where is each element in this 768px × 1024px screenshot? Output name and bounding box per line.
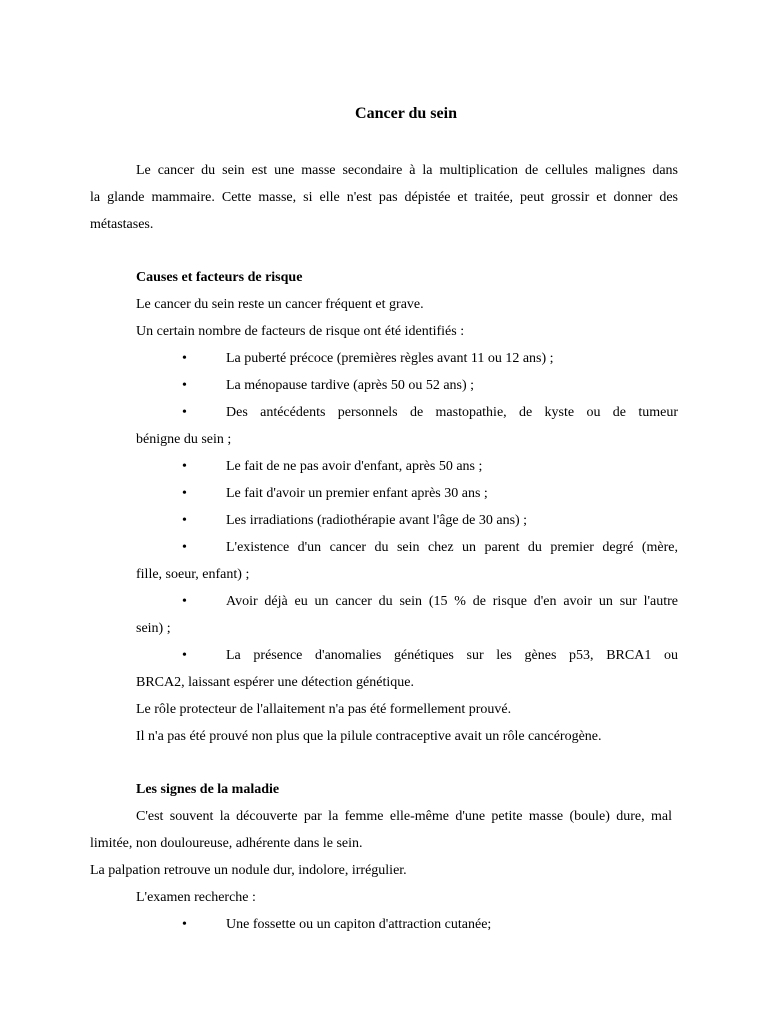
list-item: La puberté précoce (premières règles avant 11 ou 12 ans) ; [226,351,554,366]
paragraph-line: Le rôle protecteur de l'allaitement n'a pas été formellement prouvé. [136,702,512,717]
list-item: Les irradiations (radiothérapie avant l'âge de 30 ans) ; [226,513,528,528]
intro-line-3: métastases. [90,217,154,232]
bullet-icon: • [182,513,187,528]
list-item: La ménopause tardive (après 50 ou 52 ans) ; [226,378,475,393]
list-item: Le fait d'avoir un premier enfant après 30 ans ; [226,486,488,501]
list-item: Le fait de ne pas avoir d'enfant, après 50 ans ; [226,459,483,474]
section-heading-causes: Causes et facteurs de risque [136,270,303,285]
bullet-icon: • [182,486,187,501]
intro-line-1: Le cancer du sein est une masse secondaire à la multiplication de cellules malignes dans [136,163,678,178]
list-item-continuation: sein) ; [136,621,171,636]
bullet-icon: • [182,378,187,393]
list-item-continuation: fille, soeur, enfant) ; [136,567,250,582]
document-title: Cancer du sein [355,105,457,122]
list-item: La présence d'anomalies génétiques sur les gènes p53, BRCA1 ou [226,648,678,663]
list-item: L'existence d'un cancer du sein chez un parent du premier degré (mère, [226,540,678,555]
bullet-icon: • [182,459,187,474]
paragraph-line: La palpation retrouve un nodule dur, indolore, irrégulier. [90,863,407,878]
list-item-continuation: BRCA2, laissant espérer une détection génétique. [136,675,414,690]
bullet-icon: • [182,594,187,609]
list-item: Une fossette ou un capiton d'attraction cutanée; [226,917,492,932]
bullet-icon: • [182,405,187,420]
list-item: Des antécédents personnels de mastopathie, de kyste ou de tumeur [226,405,678,420]
list-item: Avoir déjà eu un cancer du sein (15 % de risque d'en avoir un sur l'autre [226,594,678,609]
bullet-icon: • [182,648,187,663]
bullet-icon: • [182,351,187,366]
bullet-icon: • [182,540,187,555]
bullet-icon: • [182,917,187,932]
intro-line-2: la glande mammaire. Cette masse, si elle n'est pas dépistée et traitée, peut grossir et donner des [90,190,678,205]
paragraph-line: Le cancer du sein reste un cancer fréquent et grave. [136,297,424,312]
paragraph-line: Un certain nombre de facteurs de risque ont été identifiés : [136,324,465,339]
section-heading-signs: Les signes de la maladie [136,782,280,797]
paragraph-line: C'est souvent la découverte par la femme elle-même d'une petite masse (boule) dure, mal [136,809,672,824]
list-item-continuation: bénigne du sein ; [136,432,232,447]
paragraph-line: Il n'a pas été prouvé non plus que la pilule contraceptive avait un rôle cancérogène. [136,729,602,744]
paragraph-line: limitée, non douloureuse, adhérente dans le sein. [90,836,363,851]
paragraph-line: L'examen recherche : [136,890,256,905]
